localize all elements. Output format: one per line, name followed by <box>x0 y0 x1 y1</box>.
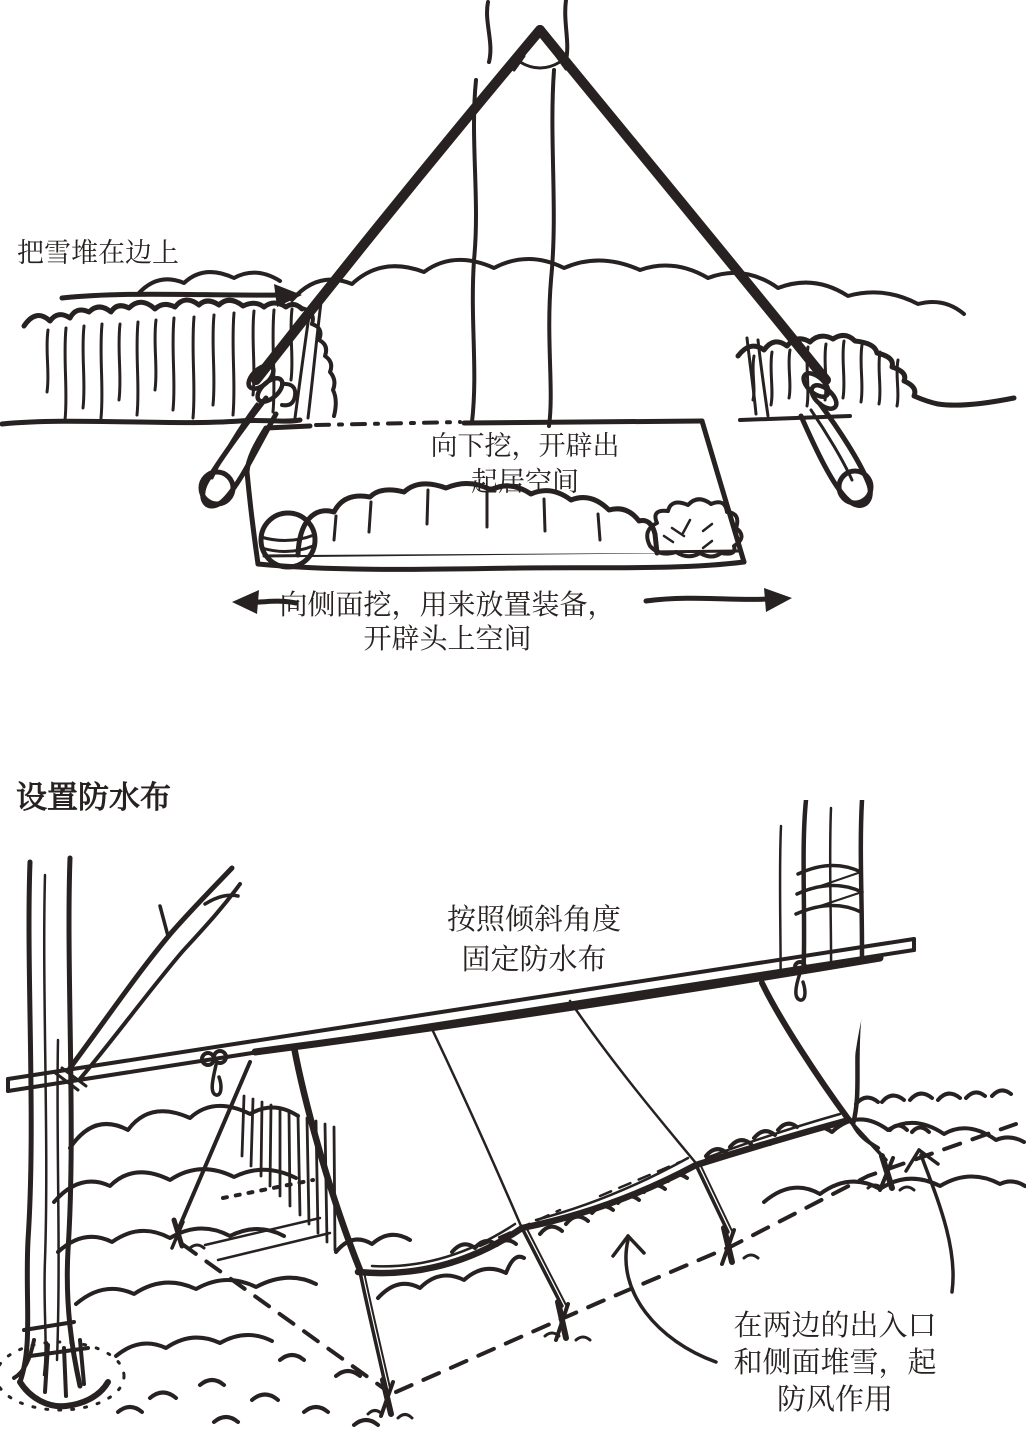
windbreak-line1: 在两边的出入口 <box>733 1310 937 1342</box>
dig-down-label <box>390 428 660 500</box>
windbreak-line3: 防风作用 <box>776 1384 893 1416</box>
windbreak-line2: 和侧面堆雪，起 <box>733 1347 937 1379</box>
windbreak-label <box>695 1308 975 1419</box>
snow-mounds-left <box>54 1106 316 1356</box>
arrow-dig-right-icon <box>646 588 792 612</box>
ground-line <box>2 416 850 425</box>
fix-tarp-label <box>394 900 674 980</box>
left-tree <box>0 858 240 1410</box>
dig-side-label <box>255 588 640 656</box>
pile-snow-label: 把雪堆在边上 <box>17 238 179 268</box>
dig-down-line1: 向下挖，开辟出 <box>430 431 620 461</box>
fix-tarp-line2: 固定防水布 <box>461 944 607 976</box>
section-heading: 设置防水布 <box>16 780 171 815</box>
anchor-right <box>799 369 871 505</box>
shelter-front-edges <box>295 302 768 418</box>
dig-side-line1: 向侧面挖，用来放置装备， <box>279 589 616 620</box>
tarp <box>255 958 880 1273</box>
fix-tarp-line1: 按照倾斜角度 <box>446 904 621 936</box>
snow-bank-left <box>24 300 336 420</box>
snow-bank-right <box>738 335 1014 406</box>
dig-down-line2: 起居空间 <box>471 467 579 497</box>
arrow-windbreak-right-icon <box>906 1150 953 1292</box>
shelter-frame <box>256 30 826 380</box>
gear-pillow <box>647 499 741 556</box>
dig-side-line2: 开辟头上空间 <box>363 623 532 654</box>
